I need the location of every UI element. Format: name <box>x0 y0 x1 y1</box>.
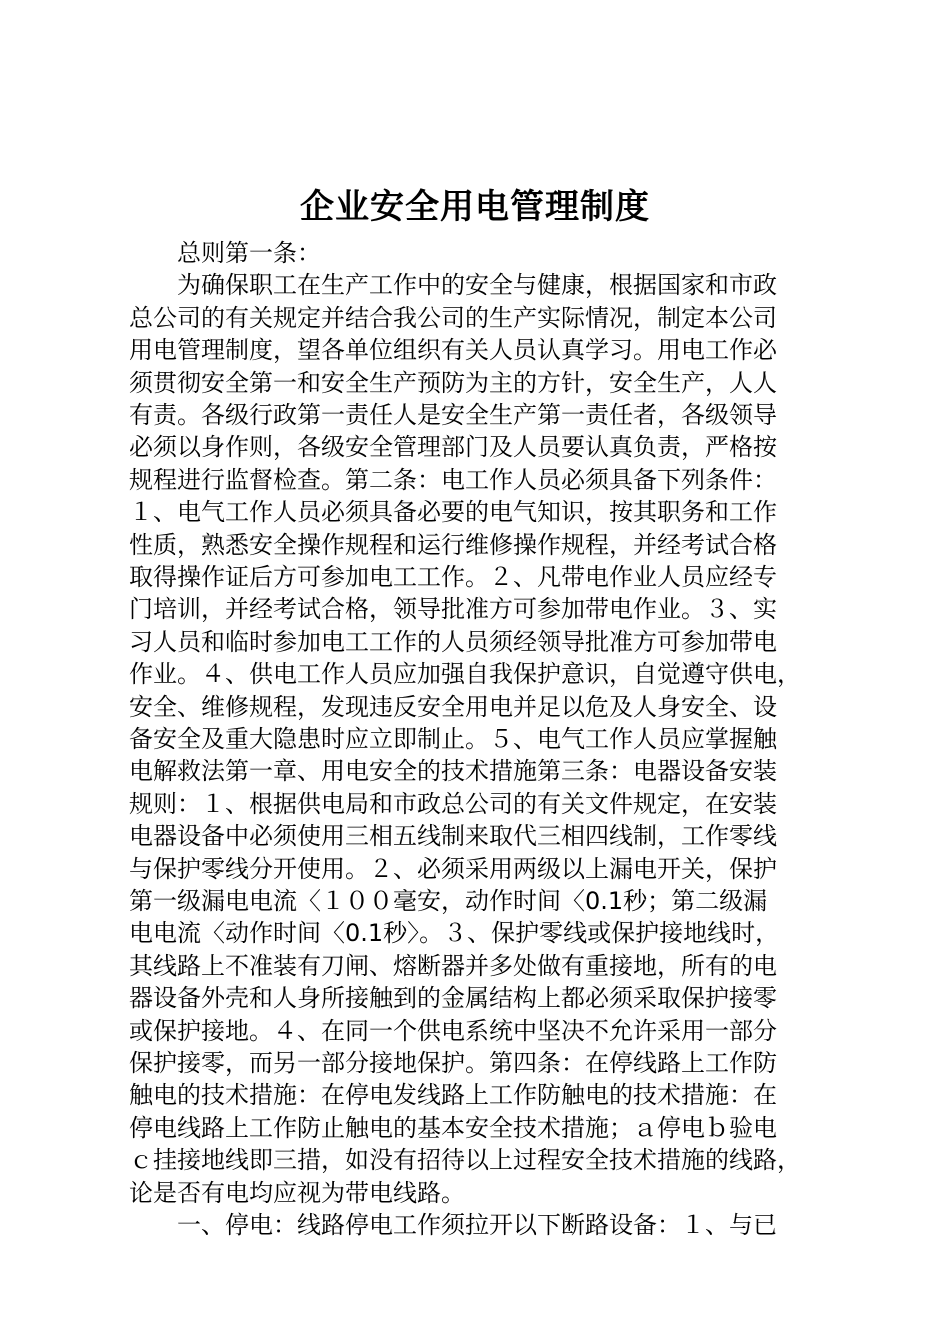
body-line: 总公司的有关规定并结合我公司的生产实际情况，制定本公司 <box>129 304 777 332</box>
body-line: 保护接零，而另一部分接地保护。第四条：在停线路上工作防 <box>129 1049 777 1077</box>
body-line: 第一级漏电电流〈１００毫安，动作时间〈0.1秒；第二级漏 <box>129 887 768 915</box>
body-line: 电解救法第一章、用电安全的技术措施第三条：电器设备安装 <box>129 757 777 785</box>
body-line: 取得操作证后方可参加电工工作。２、凡带电作业人员应经专 <box>129 563 777 591</box>
body-line: 与保护零线分开使用。２、必须采用两级以上漏电开关，保护 <box>129 855 777 883</box>
document-title: 企业安全用电管理制度 <box>300 187 650 227</box>
body-line: 或保护接地。４、在同一个供电系统中坚决不允许采用一部分 <box>129 1017 777 1045</box>
body-line: 论是否有电均应视为带电线路。 <box>129 1179 465 1207</box>
body-line: 性质，熟悉安全操作规程和运行维修操作规程，并经考试合格 <box>129 531 777 559</box>
body-line: 总则第一条： <box>177 239 321 267</box>
body-line: ｃ挂接地线即三措，如没有招待以上过程安全技术措施的线路， <box>129 1146 801 1174</box>
body-line: 用电管理制度，望各单位组织有关人员认真学习。用电工作必 <box>129 336 777 364</box>
body-line: 电电流〈动作时间〈0.1秒〉。３、保护零线或保护接地线时， <box>129 919 780 947</box>
body-line: 停电线路上工作防止触电的基本安全技术措施；ａ停电ｂ验电 <box>129 1114 777 1142</box>
body-line: 规程进行监督检查。第二条：电工作人员必须具备下列条件： <box>129 466 777 494</box>
body-line: 器设备外壳和人身所接触到的金属结构上都必须采取保护接零 <box>129 984 777 1012</box>
body-line: 有责。各级行政第一责任人是安全生产第一责任者，各级领导 <box>129 401 777 429</box>
body-line: 为确保职工在生产工作中的安全与健康，根据国家和市政 <box>177 271 777 299</box>
body-line: 规则：１、根据供电局和市政总公司的有关文件规定，在安装 <box>129 790 777 818</box>
body-line: 安全、维修规程，发现违反安全用电并足以危及人身安全、设 <box>129 693 777 721</box>
body-line: 习人员和临时参加电工工作的人员须经领导批准方可参加带电 <box>129 628 777 656</box>
body-line: 触电的技术措施：在停电发线路上工作防触电的技术措施：在 <box>129 1081 777 1109</box>
body-line: 必须以身作则，各级安全管理部门及人员要认真负责，严格按 <box>129 433 777 461</box>
body-line: 备安全及重大隐患时应立即制止。５、电气工作人员应掌握触 <box>129 725 777 753</box>
body-line: 作业。４、供电工作人员应加强自我保护意识，自觉遵守供电， <box>129 660 801 688</box>
body-line: １、电气工作人员必须具备必要的电气知识，按其职务和工作 <box>129 498 777 526</box>
body-line: 一、停电：线路停电工作须拉开以下断路设备：１、与已 <box>177 1211 777 1239</box>
body-line: 其线路上不准装有刀闸、熔断器并多处做有重接地，所有的电 <box>129 952 777 980</box>
body-line: 电器设备中必须使用三相五线制来取代三相四线制，工作零线 <box>129 822 777 850</box>
body-line: 门培训，并经考试合格，领导批准方可参加带电作业。３、实 <box>129 595 777 623</box>
body-line: 须贯彻安全第一和安全生产预防为主的方针，安全生产，人人 <box>129 369 777 397</box>
